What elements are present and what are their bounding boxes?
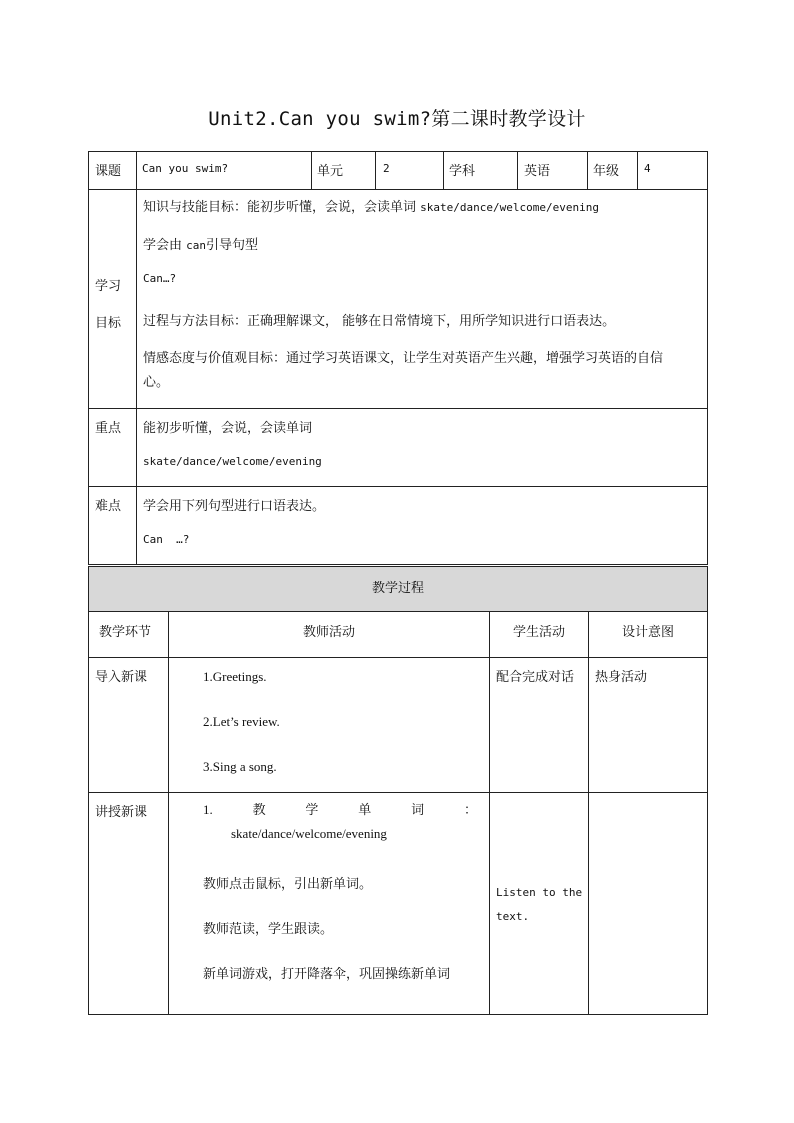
teaching-process-table: [88, 566, 708, 1015]
grade-value-cell: [638, 152, 708, 190]
row2-student-cell: [490, 793, 589, 1015]
row2-teacher-char: 学: [305, 803, 319, 818]
keypoints-label: 重点: [95, 421, 122, 436]
row1-design: 热身活动: [595, 670, 648, 685]
row2-teacher-char: ：: [463, 803, 477, 818]
row1-teacher-step1: 1.Greetings.: [203, 669, 267, 684]
objective-knowledge-words: skate/dance/welcome/evening: [420, 201, 599, 214]
row2-teacher-words: skate/dance/welcome/evening: [231, 826, 387, 841]
unit-value-cell: [376, 152, 444, 190]
difficulties-label-cell: [89, 487, 137, 565]
row2-student-line1: Listen to the: [496, 886, 583, 899]
objective-knowledge-text: 知识与技能目标：能初步听懂，会说，会读单词: [143, 200, 421, 215]
row1-teacher-step3: 3.Sing a song.: [203, 759, 277, 774]
row2-stage-cell: [89, 793, 169, 1015]
objective-process: 过程与方法目标：正确理解课文， 能够在日常情境下，用所学知识进行口语表达。: [143, 314, 616, 329]
objective-knowledge: [143, 196, 707, 234]
col-student-cell: [490, 612, 589, 658]
unit-label: 单元: [317, 164, 344, 179]
objectives-label-cell: [89, 190, 137, 409]
row2-teacher-line2: 教师范读，学生跟读。: [203, 922, 334, 937]
objectives-content-cell: [137, 190, 708, 409]
objective-pattern-word: can: [186, 239, 207, 252]
row2-teacher-char: 单: [358, 803, 372, 818]
difficulties-label: 难点: [95, 499, 122, 514]
row2-teacher-num: 1.: [203, 802, 213, 817]
difficulties-content-cell: [137, 487, 708, 565]
topic-label-cell: [89, 152, 137, 190]
row2-teacher-line1: 教师点击鼠标，引出新单词。: [203, 877, 373, 892]
subject-value: 英语: [524, 164, 551, 179]
difficulties-line1: 学会用下列句型进行口语表达。: [143, 499, 326, 514]
objective-pattern: [143, 234, 707, 272]
col-stage-header: 教学环节: [99, 625, 152, 640]
keypoints-label-cell: [89, 409, 137, 487]
row1-design-cell: [589, 658, 708, 793]
grade-label-cell: [588, 152, 638, 190]
row1-teacher-cell: [169, 658, 490, 793]
row2-design: [589, 793, 707, 801]
keypoints-line2: skate/dance/welcome/evening: [143, 455, 322, 468]
keypoints-content-cell: [137, 409, 708, 487]
objective-emotion-line1: 情感态度与价值观目标：通过学习英语课文，让学生对英语产生兴趣，增强学习英语的自信: [143, 351, 664, 366]
document-title: Unit2.Can you swim?第二课时教学设计: [208, 108, 586, 130]
subject-value-cell: [518, 152, 588, 190]
objective-pattern-text: 学会由: [143, 238, 187, 253]
objective-sentence: Can…?: [143, 272, 177, 285]
process-header-cell: [89, 567, 708, 612]
lesson-info-table: [88, 151, 708, 565]
row1-student-cell: [490, 658, 589, 793]
subject-label: 学科: [449, 164, 476, 179]
subject-label-cell: [444, 152, 518, 190]
grade-value: 4: [644, 162, 651, 175]
objectives-label-line1: 学习: [95, 279, 122, 294]
topic-value: Can you swim?: [142, 162, 229, 175]
topic-value-cell: [137, 152, 312, 190]
row2-teacher-char: 教: [252, 803, 266, 818]
keypoints-line1: 能初步听懂，会说，会读单词: [143, 421, 313, 436]
unit-label-cell: [312, 152, 376, 190]
col-design-cell: [589, 612, 708, 658]
row2-student-line2: text.: [496, 910, 530, 923]
row1-stage-cell: [89, 658, 169, 793]
row1-teacher-step2: 2.Let’s review.: [203, 714, 280, 729]
objective-emotion-line2: 心。: [143, 375, 170, 390]
row2-design-cell: [589, 793, 708, 1015]
process-header: 教学过程: [372, 581, 425, 596]
grade-label: 年级: [593, 164, 620, 179]
row2-teacher-char: 词: [411, 803, 425, 818]
row2-teacher-heading: [203, 799, 477, 818]
topic-label: 课题: [95, 164, 122, 179]
col-stage-cell: [89, 612, 169, 658]
row1-stage: 导入新课: [95, 670, 148, 685]
objective-pattern-text2: 引导句型: [206, 238, 259, 253]
col-design-header: 设计意图: [622, 625, 675, 640]
row2-teacher-line3: 新单词游戏，打开降落伞，巩固操练新单词: [203, 967, 451, 982]
col-teacher-header: 教师活动: [302, 625, 355, 640]
row1-student: 配合完成对话: [496, 670, 575, 685]
col-student-header: 学生活动: [512, 625, 565, 640]
objectives-label-line2: 目标: [95, 316, 122, 331]
unit-value: 2: [383, 162, 390, 175]
difficulties-line2: Can …?: [143, 533, 190, 546]
row2-teacher-cell: [169, 793, 490, 1015]
row2-stage: 讲授新课: [95, 805, 148, 820]
